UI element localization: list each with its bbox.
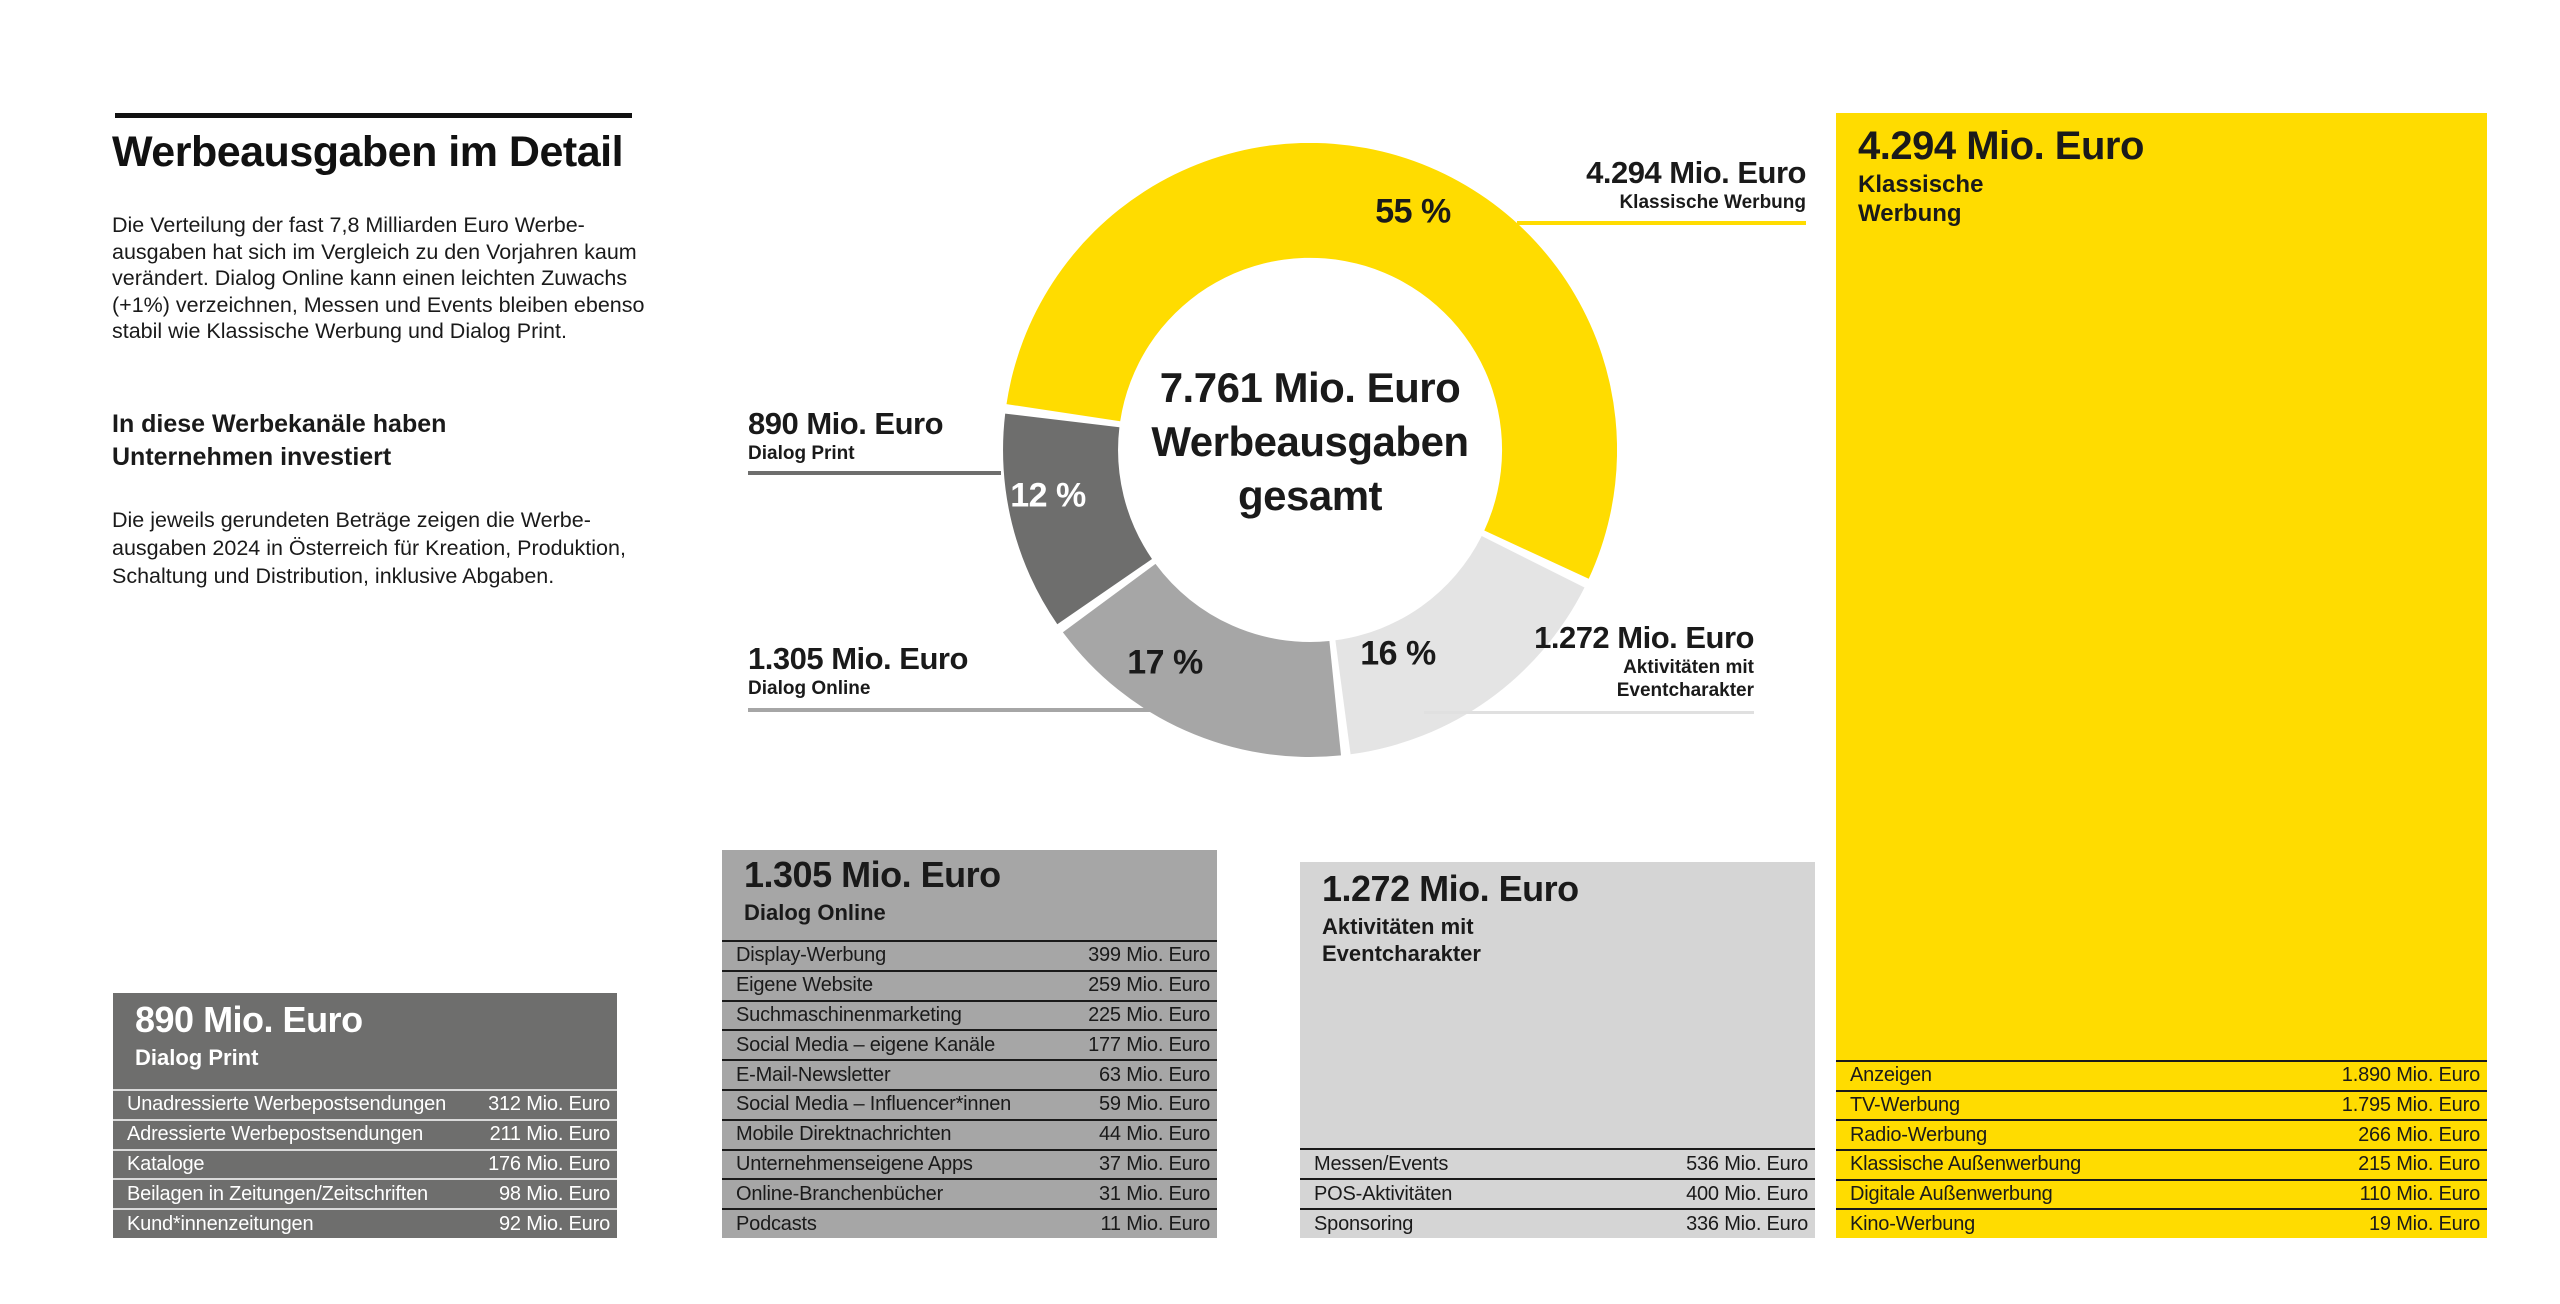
intro-line: verändert. Dialog Online kann einen leichten Zuwachs	[112, 266, 628, 290]
pct-label-dialog-online: 17 %	[1127, 643, 1203, 682]
callout-amount: 1.272 Mio. Euro	[1534, 620, 1754, 655]
row-label: POS-Aktivitäten	[1314, 1182, 1453, 1205]
row-label: Display-Werbung	[736, 944, 887, 967]
callout-label: Eventcharakter	[1616, 680, 1754, 701]
row-value: 1.890 Mio. Euro	[2341, 1064, 2480, 1087]
callout-label: Dialog Online	[748, 678, 871, 699]
row-label: Messen/Events	[1314, 1152, 1449, 1175]
box-subtitle	[1858, 170, 2477, 228]
table-row	[722, 1000, 1217, 1030]
row-value: 176 Mio. Euro	[488, 1153, 610, 1175]
table-row	[1300, 1208, 1815, 1238]
row-label: Online-Branchenbücher	[736, 1182, 944, 1205]
table-row	[1836, 1179, 2487, 1209]
row-value: 44 Mio. Euro	[1099, 1123, 1210, 1146]
note-line: Die jeweils gerundeten Beträge zeigen die Werbe-	[112, 508, 591, 532]
box-subtitle-line: Werbung	[1858, 200, 1962, 227]
row-label: Kund*innenzeitungen	[127, 1212, 314, 1235]
row-label: Suchmaschinenmarketing	[736, 1004, 962, 1027]
section-subtitle	[112, 408, 446, 474]
row-value: 312 Mio. Euro	[488, 1093, 610, 1116]
row-label: Klassische Außenwerbung	[1850, 1153, 2082, 1176]
table-row	[113, 1149, 617, 1179]
table-row	[113, 1119, 617, 1149]
row-value: 225 Mio. Euro	[1088, 1004, 1210, 1027]
table-row	[1836, 1119, 2487, 1149]
callout-amount: 890 Mio. Euro	[748, 406, 944, 441]
box-klassische-werbung	[1836, 113, 2487, 1238]
row-label: Radio-Werbung	[1850, 1123, 1988, 1146]
row-label: Social Media – Influencer*innen	[736, 1093, 1012, 1116]
table-row	[113, 1089, 617, 1119]
box-subtitle-line: Eventcharakter	[1322, 941, 1481, 966]
table-row	[1836, 1090, 2487, 1120]
row-label: Digitale Außenwerbung	[1850, 1182, 2053, 1205]
row-label: Unternehmenseigene Apps	[736, 1153, 973, 1175]
box-subtitle: Dialog Print	[135, 1045, 259, 1070]
row-value: 399 Mio. Euro	[1088, 944, 1210, 967]
table-row	[722, 1149, 1217, 1179]
table-row	[1300, 1178, 1815, 1208]
table-row	[722, 970, 1217, 1000]
box-header	[1858, 125, 2477, 228]
box-subtitle: Dialog Online	[744, 900, 886, 925]
donut-center-line: 7.761 Mio. Euro	[1159, 364, 1461, 411]
row-label: Adressierte Werbepostsendungen	[127, 1123, 424, 1146]
row-label: Sponsoring	[1314, 1212, 1414, 1235]
row-label: Anzeigen	[1850, 1064, 1932, 1087]
row-value: 400 Mio. Euro	[1686, 1182, 1808, 1205]
intro-line: Die Verteilung der fast 7,8 Milliarden Euro Werbe-	[112, 213, 585, 237]
box-header	[744, 854, 1207, 926]
callout-amount: 4.294 Mio. Euro	[1586, 155, 1806, 190]
note-line: ausgaben 2024 in Österreich für Kreation, Produktion,	[112, 536, 626, 560]
callout-leader-line-print	[748, 471, 1001, 475]
row-value: 59 Mio. Euro	[1099, 1093, 1210, 1116]
table-row	[722, 940, 1217, 970]
box-subtitle	[1322, 913, 1805, 967]
row-value: 98 Mio. Euro	[499, 1182, 610, 1205]
box-rows	[1836, 1060, 2487, 1238]
row-value: 259 Mio. Euro	[1088, 974, 1210, 997]
row-value: 336 Mio. Euro	[1686, 1212, 1808, 1235]
table-row	[722, 1029, 1217, 1059]
donut-center-line: Werbeausgaben	[1151, 418, 1469, 465]
row-value: 1.795 Mio. Euro	[2341, 1093, 2480, 1116]
row-value: 11 Mio. Euro	[1100, 1212, 1210, 1235]
row-value: 536 Mio. Euro	[1686, 1152, 1808, 1175]
row-value: 215 Mio. Euro	[2358, 1153, 2480, 1176]
callout-dialog-print	[748, 406, 1168, 465]
row-value: 37 Mio. Euro	[1099, 1153, 1210, 1175]
table-row	[113, 1208, 617, 1238]
row-label: Social Media – eigene Kanäle	[736, 1033, 996, 1056]
table-row	[722, 1178, 1217, 1208]
box-amount: 890 Mio. Euro	[135, 999, 363, 1040]
callout-eventcharakter	[1454, 620, 1754, 702]
pct-label-eventcharakter: 16 %	[1360, 634, 1436, 673]
table-row	[722, 1059, 1217, 1089]
row-label: Beilagen in Zeitungen/Zeitschriften	[127, 1182, 428, 1205]
box-amount: 4.294 Mio. Euro	[1858, 124, 2144, 168]
pct-label-klassische-werbung: 55 %	[1375, 192, 1451, 231]
table-row	[722, 1089, 1217, 1119]
callout-klassische-werbung	[1400, 155, 1806, 214]
callout-label: Aktivitäten mit	[1623, 657, 1754, 678]
box-dialog-online	[722, 850, 1217, 1238]
table-row	[1836, 1060, 2487, 1090]
callout-leader-line-online	[748, 708, 1150, 712]
row-label: Eigene Website	[736, 974, 873, 997]
box-dialog-print	[113, 993, 617, 1238]
row-label: TV-Werbung	[1850, 1093, 1960, 1116]
title-rule	[115, 113, 632, 118]
row-label: Kataloge	[127, 1153, 205, 1175]
row-value: 266 Mio. Euro	[2358, 1123, 2480, 1146]
intro-line: ausgaben hat sich im Vergleich zu den Vorjahren kaum	[112, 239, 637, 264]
callout-label: Klassische Werbung	[1619, 192, 1806, 213]
box-subtitle-line: Klassische	[1858, 171, 1984, 198]
table-row	[722, 1208, 1217, 1238]
table-row	[1836, 1149, 2487, 1179]
table-row	[113, 1178, 617, 1208]
row-label: Mobile Direktnachrichten	[736, 1123, 952, 1146]
page-title: Werbeausgaben im Detail	[112, 128, 624, 176]
row-value: 92 Mio. Euro	[499, 1212, 610, 1235]
row-label: Podcasts	[736, 1212, 817, 1235]
box-rows	[722, 940, 1217, 1238]
table-row	[722, 1119, 1217, 1149]
row-label: E-Mail-Newsletter	[736, 1063, 891, 1086]
box-eventcharakter	[1300, 862, 1815, 1238]
row-value: 19 Mio. Euro	[2369, 1212, 2480, 1235]
row-value: 31 Mio. Euro	[1099, 1182, 1210, 1205]
box-rows	[113, 1089, 617, 1238]
box-header	[1322, 868, 1805, 967]
pct-label-dialog-print: 12 %	[1010, 476, 1086, 515]
row-label: Kino-Werbung	[1850, 1212, 1976, 1235]
box-amount: 1.272 Mio. Euro	[1322, 868, 1579, 909]
callout-leader-line-event	[1424, 711, 1754, 714]
donut-center-line: gesamt	[1237, 472, 1383, 519]
intro-paragraph	[112, 212, 644, 345]
note-paragraph	[112, 506, 626, 590]
donut-center-label	[1110, 361, 1510, 523]
table-row	[1300, 1148, 1815, 1178]
box-amount: 1.305 Mio. Euro	[744, 854, 1001, 895]
intro-line: stabil wie Klassische Werbung und Dialog Print.	[112, 319, 567, 343]
row-value: 63 Mio. Euro	[1099, 1063, 1210, 1086]
row-value: 110 Mio. Euro	[2359, 1182, 2480, 1205]
callout-dialog-online	[748, 641, 1168, 700]
callout-leader-line-klassische	[1517, 221, 1806, 225]
subhead-line: Unternehmen investiert	[112, 443, 392, 471]
box-subtitle-line: Aktivitäten mit	[1322, 914, 1474, 939]
subhead-line: In diese Werbekanäle haben	[112, 410, 447, 438]
callout-label: Dialog Print	[748, 443, 855, 464]
table-row	[1836, 1208, 2487, 1238]
callout-amount: 1.305 Mio. Euro	[748, 641, 968, 676]
note-line: Schaltung und Distribution, inklusive Abgaben.	[112, 564, 555, 588]
row-value: 177 Mio. Euro	[1088, 1033, 1210, 1056]
intro-line: (+1%) verzeichnen, Messen und Events bleiben ebenso	[112, 292, 645, 317]
row-value: 211 Mio. Euro	[489, 1123, 610, 1146]
box-rows	[1300, 1148, 1815, 1238]
row-label: Unadressierte Werbepostsendungen	[127, 1093, 446, 1116]
box-header	[135, 999, 607, 1071]
